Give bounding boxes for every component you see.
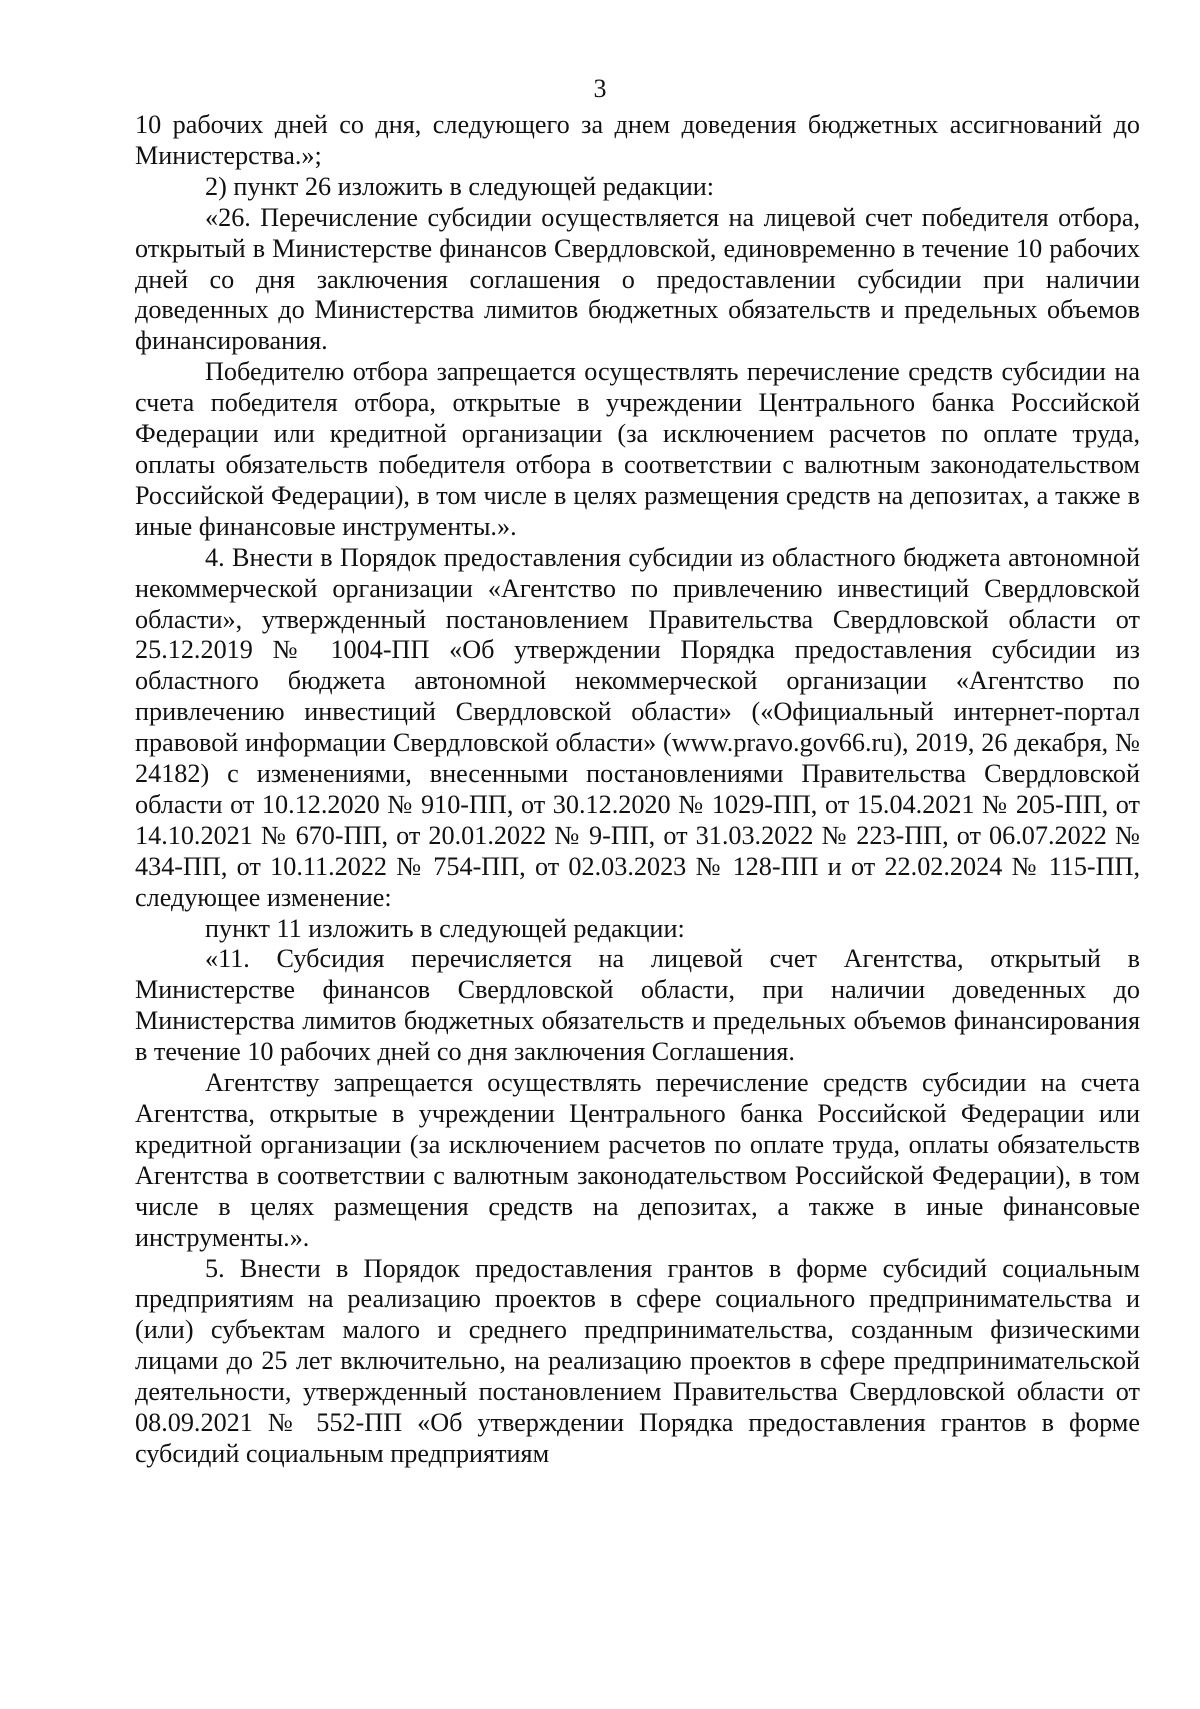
paragraph-clause-26-restriction: Победителю отбора запрещается осуществлять перечисление средств субсидии на счета победителя отбора, открытые в учреждении Центрального банка Российской Федерации или кредитной организации (за исключением расчетов по оплате труда, оплаты обязательств победителя отбора в соответствии с валютным законодательством Российской Федерации), в том числе в целях размещения средств на депозитах, а также в иные финансовые инструменты.». bbox=[135, 357, 1140, 541]
paragraph-section-4: 4. Внести в Порядок предоставления субсидии из областного бюджета автономной некоммерческой организации «Агентство по привлечению инвестиций Свердловской области», утвержденный постановлением Правительства Свердловской области от 25.12.2019 № 1004-ПП «Об утверждении Порядка предоставления субсидии из областного бюджета автономной некоммерческой организации «Агентство по привлечению инвестиций Свердловской области» («Официальный интернет-портал правовой информации Свердловской области» (www.pravo.gov66.ru), 2019, 26 декабря, № 24182) с изменениями, внесенными постановлениями Правительства Свердловской области от 10.12.2020 № 910-ПП, от 30.12.2020 № 1029-ПП, от 15.04.2021 № 205-ПП, от 14.10.2021 № 670-ПП, от 20.01.2022 № 9-ПП, от 31.03.2022 № 223-ПП, от 06.07.2022 № 434-ПП, от 10.11.2022 № 754-ПП, от 02.03.2023 № 128-ПП и от 22.02.2024 № 115-ПП, следующее изменение: bbox=[135, 542, 1140, 912]
paragraph-item-2: 2) пункт 26 изложить в следующей редакции: bbox=[205, 171, 715, 201]
paragraph-section-5: 5. Внести в Порядок предоставления грантов в форме субсидий социальным предприятиям на реализацию проектов в сфере социального предпринимательства и (или) субъектам малого и среднего предпринимательства, созданным физическими лицами до 25 лет включительно, на реализацию проектов в сфере предпринимательской деятельности, утвержденный постановлением Правительства Свердловской области от 08.09.2021 № 552-ПП «Об утверждении Порядка предоставления грантов в форме субсидий социальным предприятиям bbox=[135, 1253, 1140, 1468]
paragraph-clause-11-restriction: Агентству запрещается осуществлять перечисление средств субсидии на счета Агентства, открытые в учреждении Центрального банка Российской Федерации или кредитной организации (за исключением расчетов по оплате труда, оплаты обязательств Агентства в соответствии с валютным законодательством Российской Федерации), в том числе в целях размещения средств на депозитах, а также в иные финансовые инструменты.». bbox=[135, 1068, 1140, 1252]
paragraph-clause-11: «11. Субсидия перечисляется на лицевой счет Агентства, открытый в Министерстве финансов Свердловской области, при наличии доведенных до Министерства лимитов бюджетных обязательств и предельных объемов финансирования в течение 10 рабочих дней со дня заключения Соглашения. bbox=[135, 944, 1140, 1067]
paragraph-continuation: 10 рабочих дней со дня, следующего за днем доведения бюджетных ассигнований до Министерства.»; bbox=[135, 110, 1140, 170]
paragraph-item-11-intro: пункт 11 изложить в следующей редакции: bbox=[205, 913, 685, 943]
document-body bbox=[135, 110, 1140, 1470]
page-number: 3 bbox=[593, 74, 607, 103]
paragraph-clause-26: «26. Перечисление субсидии осуществляется на лицевой счет победителя отбора, открытый в Министерстве финансов Свердловской, единовременно в течение 10 рабочих дней со дня заключения соглашения о предоставлении субсидии при наличии доведенных до Министерства лимитов бюджетных обязательств и предельных объемов финансирования. bbox=[135, 202, 1140, 356]
